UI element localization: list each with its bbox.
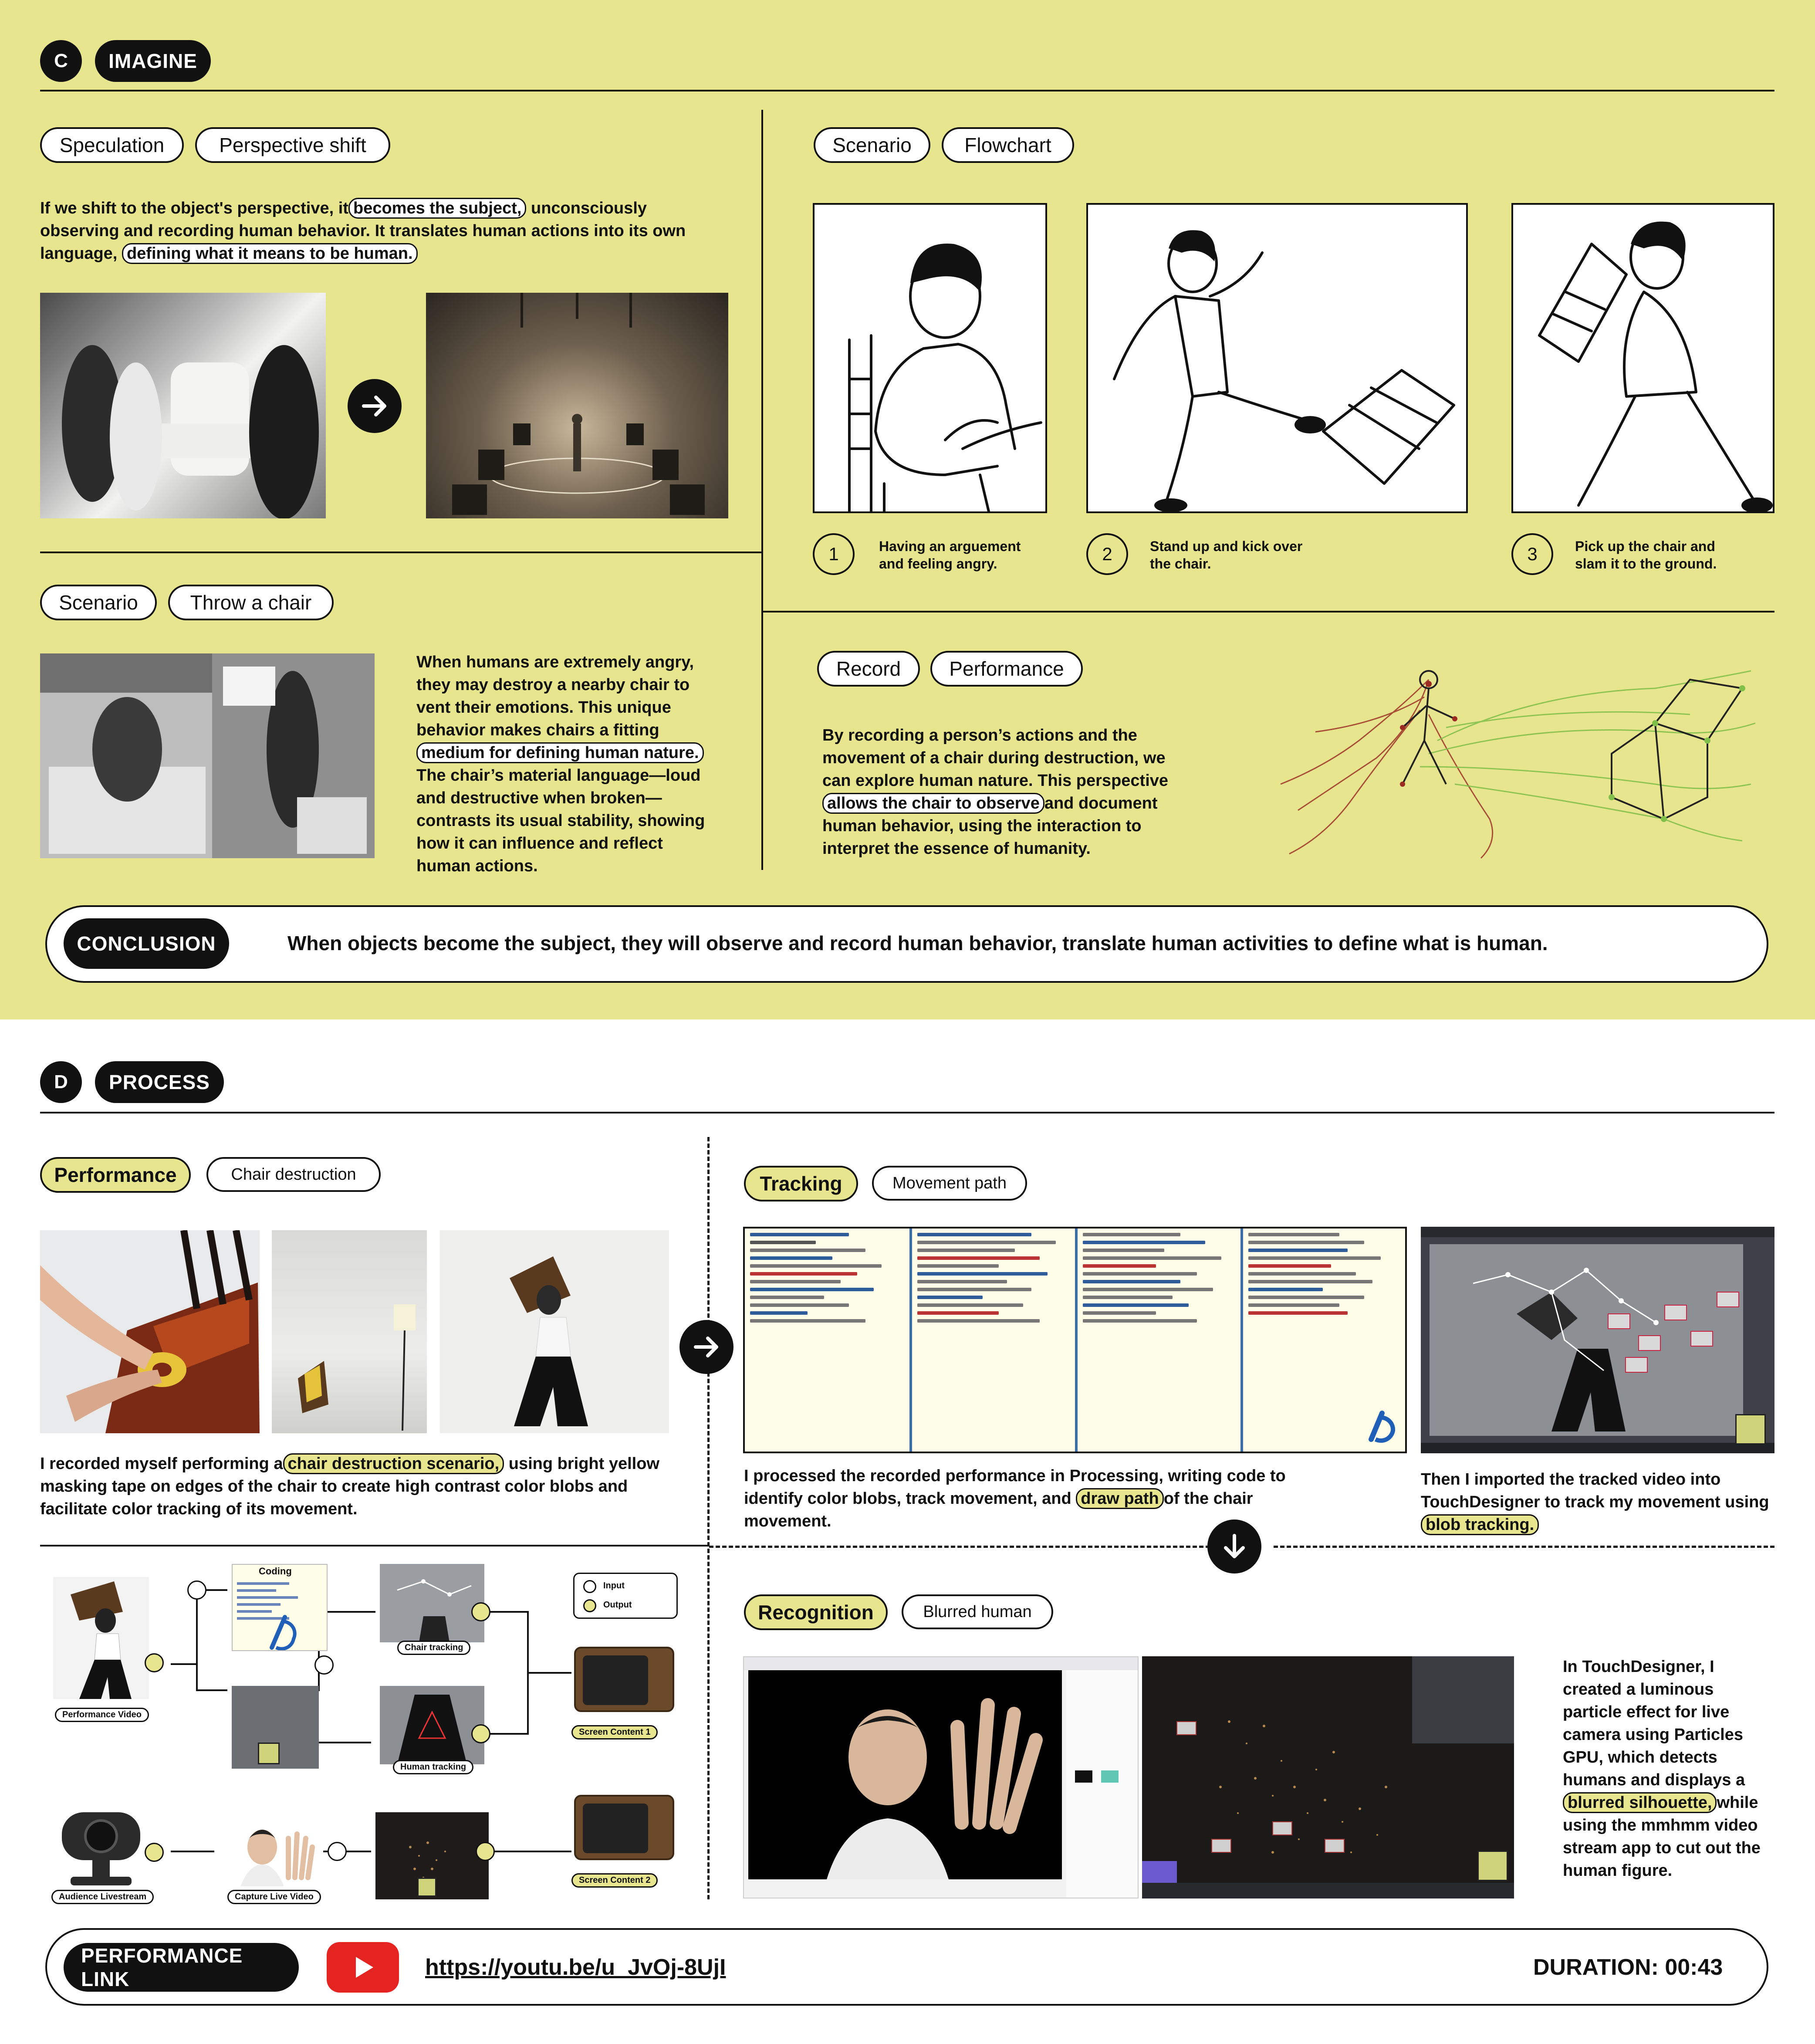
label-performance-video: Performance Video bbox=[55, 1708, 149, 1722]
highlight: chair destruction scenario, bbox=[283, 1453, 504, 1474]
step-number-3: 3 bbox=[1511, 533, 1553, 575]
step-text-3: Pick up the chair and slam it to the ground. bbox=[1575, 538, 1717, 572]
play-icon bbox=[328, 1842, 347, 1861]
youtube-link[interactable]: https://youtu.be/u_JvOj-8UjI bbox=[425, 1955, 726, 1980]
play-icon bbox=[476, 1842, 495, 1861]
legend bbox=[573, 1573, 678, 1619]
tv-screen-2 bbox=[574, 1795, 674, 1860]
conclusion-text: When objects become the subject, they will observe and record human behavior, translate human activities to define what is human. bbox=[287, 932, 1548, 954]
processing-logo-icon bbox=[1362, 1409, 1397, 1444]
highlight: blurred silhouette, bbox=[1563, 1792, 1717, 1813]
touchdesigner-logo-icon bbox=[1477, 1851, 1508, 1881]
tag-movement-path: Movement path bbox=[872, 1166, 1027, 1201]
arrow-right-icon bbox=[348, 379, 402, 433]
youtube-icon[interactable] bbox=[327, 1942, 399, 1993]
tag-perspective-shift: Perspective shift bbox=[195, 127, 390, 163]
tag-speculation: Speculation bbox=[40, 127, 184, 163]
arrow-right-icon bbox=[679, 1320, 733, 1374]
tag-throw-a-chair: Throw a chair bbox=[168, 585, 334, 620]
process-title: PROCESS bbox=[95, 1061, 224, 1103]
imagine-title: IMAGINE bbox=[95, 40, 211, 82]
studio-chair-photo bbox=[272, 1230, 427, 1433]
duration-text: DURATION: 00:43 bbox=[1533, 1955, 1723, 1980]
label-chair-tracking: Chair tracking bbox=[397, 1641, 470, 1655]
play-icon bbox=[187, 1580, 206, 1600]
tag-blurred-human: Blurred human bbox=[902, 1594, 1053, 1629]
chair-throw-collage bbox=[40, 653, 375, 858]
divider bbox=[40, 552, 762, 553]
blob-tracking-text: Then I imported the tracked video into TouchDesigner to track my movement using blob tracking. bbox=[1421, 1468, 1778, 1536]
capture-thumb bbox=[223, 1821, 319, 1886]
step-number-1: 1 bbox=[813, 533, 855, 575]
chair-circle-render bbox=[426, 293, 728, 518]
throw-text: When humans are extremely angry, they may destroy a nearby chair to vent their emotions. This unique behavior makes chairs a fitting medium for defining human nature. The chair’s material language—loud and destructive when broken—contrasts its usual stability, showing how it can influence and reflect human actions. bbox=[416, 653, 705, 875]
label-screen-content-1: Screen Content 1 bbox=[571, 1725, 658, 1739]
process-rule bbox=[40, 1112, 1774, 1113]
lab-chair-photo bbox=[40, 293, 326, 518]
processing-code-screenshot bbox=[743, 1227, 1407, 1453]
tag-recognition: Recognition bbox=[744, 1594, 888, 1630]
recognition-text: In TouchDesigner, I created a luminous particle effect for live camera using Particles GPU, which detects humans and displays a blurred silhouette, while using the mmhmm video stream app to cut out the human figure. bbox=[1563, 1658, 1761, 1880]
play-icon bbox=[471, 1724, 490, 1743]
step-text-2: Stand up and kick over the chair. bbox=[1150, 538, 1303, 572]
touchdesigner-logo-icon bbox=[1735, 1414, 1766, 1445]
label-human-tracking: Human tracking bbox=[393, 1760, 473, 1774]
tag-performance: Performance bbox=[930, 651, 1083, 687]
camera-icon bbox=[145, 1653, 164, 1672]
tag-tracking: Tracking bbox=[744, 1166, 858, 1201]
touchdesigner-logo-icon bbox=[258, 1743, 280, 1764]
legend-output-label: Output bbox=[603, 1600, 632, 1610]
legend-input-label: Input bbox=[603, 1581, 625, 1591]
arrow-down-icon bbox=[1207, 1519, 1261, 1574]
step-text-1: Having an arguement and feeling angry. bbox=[879, 538, 1021, 572]
performance-link-banner bbox=[45, 1928, 1768, 2006]
highlight: defining what it means to be human. bbox=[122, 243, 418, 264]
tag-record: Record bbox=[817, 651, 920, 687]
section-letter-d: D bbox=[40, 1061, 82, 1103]
lifting-chair-photo bbox=[440, 1230, 669, 1433]
human-tracking-thumb bbox=[380, 1686, 484, 1764]
touchdesigner-tracking-screenshot bbox=[1421, 1227, 1774, 1453]
divider bbox=[709, 1546, 1223, 1548]
performance-link-label: PERFORMANCE LINK bbox=[64, 1943, 299, 1992]
record-text: By recording a person’s actions and the movement of a chair during destruction, we can explore human nature. This perspective allows the chair to observe and document human behavior, using the interaction to interpret the essence of humanity. bbox=[822, 726, 1169, 858]
storyboard-frame-1 bbox=[813, 203, 1047, 513]
highlight: draw path bbox=[1076, 1488, 1163, 1509]
highlight: becomes the subject, bbox=[348, 198, 526, 219]
tag-scenario: Scenario bbox=[814, 127, 930, 163]
webcam-thumb bbox=[53, 1804, 149, 1891]
section-letter-c: C bbox=[40, 40, 82, 82]
play-icon bbox=[314, 1655, 334, 1675]
divider bbox=[40, 1545, 708, 1547]
label-coding: Coding bbox=[259, 1566, 292, 1577]
step-number-2: 2 bbox=[1086, 533, 1128, 575]
input-legend-icon bbox=[583, 1580, 596, 1593]
particles-thumb bbox=[375, 1812, 489, 1899]
tag-performance: Performance bbox=[40, 1157, 191, 1193]
imagine-rule bbox=[40, 90, 1774, 91]
label-screen-content-2: Screen Content 2 bbox=[571, 1873, 658, 1888]
mmhmm-screenshot bbox=[743, 1656, 1139, 1898]
particles-gpu-screenshot bbox=[1142, 1656, 1514, 1898]
pipeline-diagram bbox=[40, 1560, 702, 1908]
tag-flowchart: Flowchart bbox=[942, 127, 1074, 163]
output-legend-icon bbox=[583, 1599, 596, 1612]
highlight: allows the chair to observe bbox=[822, 793, 1044, 814]
storyboard-frame-2 bbox=[1086, 203, 1468, 513]
chair-tracking-thumb bbox=[380, 1564, 484, 1642]
taping-chair-photo bbox=[40, 1230, 260, 1433]
play-icon bbox=[471, 1602, 490, 1621]
label-capture-live-video: Capture Live Video bbox=[227, 1890, 321, 1904]
divider bbox=[707, 1137, 710, 1899]
storyboard-frame-3 bbox=[1511, 203, 1774, 513]
highlight: blob tracking. bbox=[1421, 1514, 1539, 1535]
tag-scenario: Scenario bbox=[40, 585, 157, 620]
speculation-text: If we shift to the object's perspective, it becomes the subject, unconsciously observing and recording human behavior. It translates human actions into its own language, defining what it means to be human. bbox=[40, 197, 720, 265]
motion-trace-drawing bbox=[1272, 653, 1760, 867]
divider bbox=[1274, 1546, 1774, 1548]
tag-chair-destruction: Chair destruction bbox=[206, 1157, 381, 1192]
camera-icon bbox=[145, 1843, 164, 1862]
performance-video-thumb bbox=[53, 1577, 149, 1699]
tv-screen-1 bbox=[574, 1647, 674, 1712]
coding-thumb bbox=[232, 1564, 328, 1651]
divider bbox=[762, 611, 1774, 613]
performance-text: I recorded myself performing a chair destruction scenario, using bright yellow masking tape on edges of the chair to create high contrast color blobs and facilitate color tracking of its movement. bbox=[40, 1452, 680, 1520]
highlight: medium for defining human nature. bbox=[416, 742, 704, 763]
blob-tracking-thumb bbox=[232, 1686, 319, 1769]
tracking-text: I processed the recorded performance in Processing, writing code to identify color blobs, track movement, and draw path of the chair movement. bbox=[744, 1467, 1286, 1530]
divider bbox=[761, 110, 763, 870]
touchdesigner-logo-icon bbox=[417, 1878, 436, 1897]
label-audience-livestream: Audience Livestream bbox=[51, 1890, 154, 1904]
conclusion-label: CONCLUSION bbox=[64, 918, 229, 969]
